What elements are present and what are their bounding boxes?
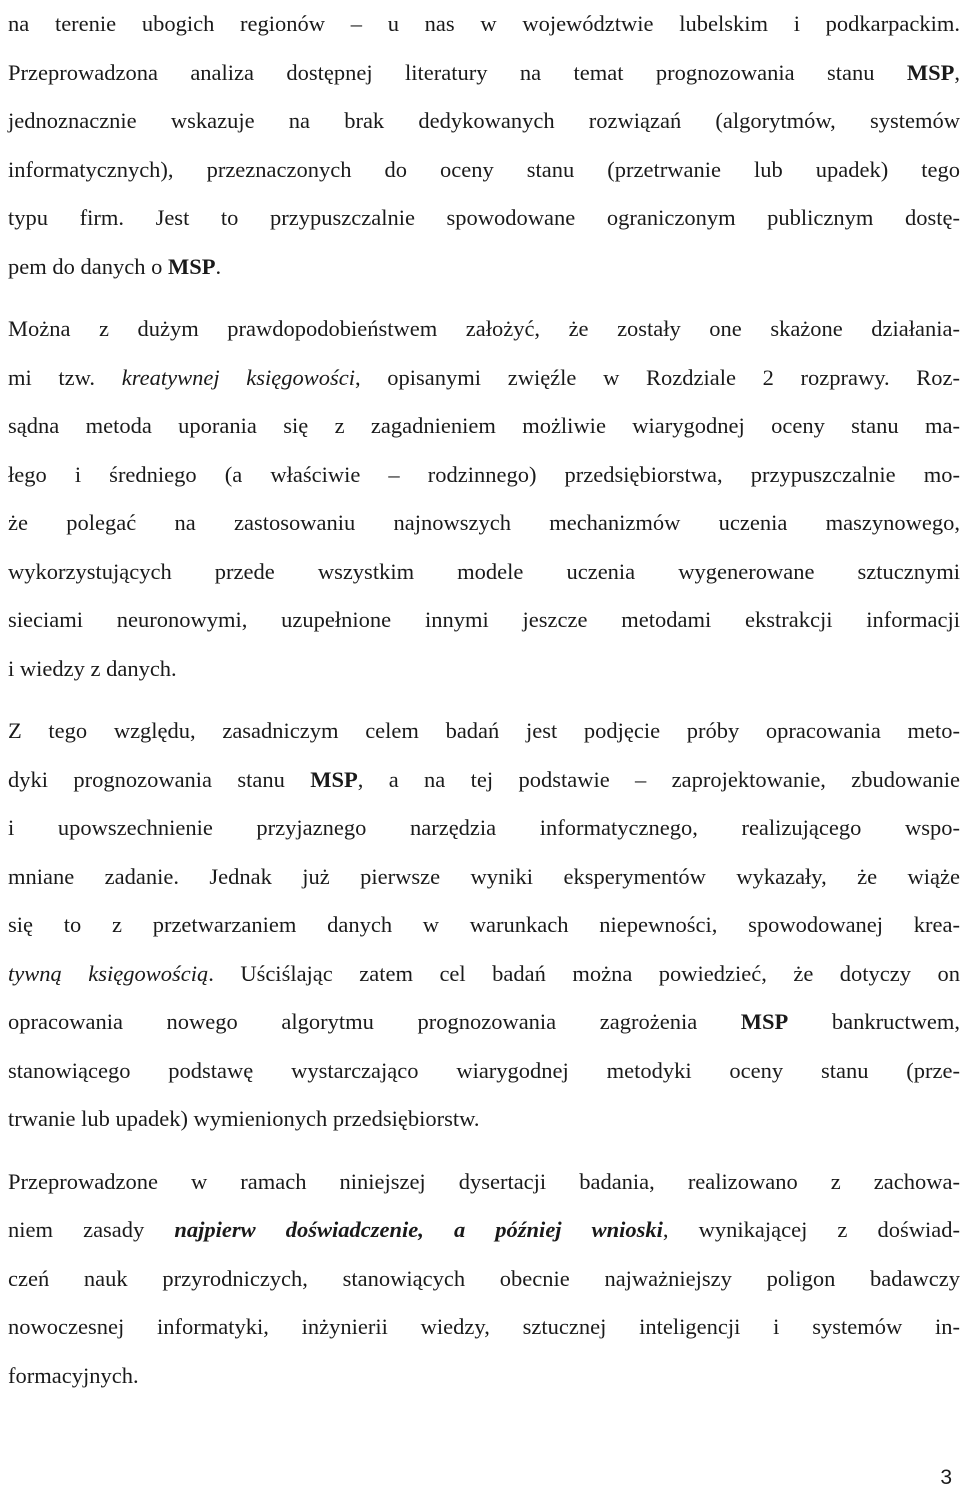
text-run: Przeprowadzone w ramach niniejszej dysertacji badania, realizowano z zachowa- — [8, 1168, 960, 1194]
text-run: , wynikającej z doświad- — [662, 1217, 960, 1242]
text-run: nowoczesnej informatyki, inżynierii wiedzy, sztucznej inteligencji i systemów in- — [8, 1314, 960, 1339]
text-line — [8, 853, 960, 902]
bold-text: MSP — [310, 766, 358, 792]
text-run: sieciami neuronowymi, uzupełnione innymi jeszcze metodami ekstrakcji informacji — [8, 607, 960, 632]
text-run: , — [954, 59, 960, 85]
text-run: i upowszechnienie przyjaznego narzędzia informatycznego, realizującego wspo- — [8, 815, 960, 840]
text-line — [8, 354, 960, 403]
text-run: niem zasady — [8, 1217, 175, 1242]
text-line — [8, 451, 960, 500]
text-run: opracowania nowego algorytmu prognozowania zagrożenia — [8, 1009, 741, 1034]
page-number: 3 — [940, 1466, 952, 1489]
text-run: bankructwem, — [788, 1009, 960, 1034]
text-line — [8, 756, 960, 805]
text-run: sądna metoda uporania się z zagadnieniem możliwie wiarygodnej oceny stanu ma- — [8, 413, 960, 438]
text-run: dyki prognozowania stanu — [8, 766, 311, 792]
paragraph-gap — [8, 291, 960, 305]
text-line — [8, 305, 960, 354]
text-run: typu firm. Jest to przypuszczalnie spowodowane ograniczonym publicznym dostę- — [8, 205, 960, 230]
text-run: mi tzw. — [8, 364, 122, 390]
text-line — [8, 49, 960, 98]
text-run: łego i średniego (a właściwie – rodzinnego) przedsiębiorstwa, przypuszczalnie mo- — [8, 461, 960, 487]
text-run: wykorzystujących przede wszystkim modele uczenia wygenerowane sztucznymi — [8, 558, 960, 584]
bold-italic-text: najpierw doświadczenie, a później wnioski — [174, 1217, 663, 1242]
text-run: . Uściślając zatem cel badań można powiedzieć, że dotyczy on — [208, 960, 960, 986]
text-run: Z tego względu, zasadniczym celem badań jest podjęcie próby opracowania meto- — [8, 718, 960, 743]
text-run: Można z dużym prawdopodobieństwem założyć, że zostały one skażone działania- — [8, 316, 960, 341]
text-run: jednoznacznie wskazuje na brak dedykowanych rozwiązań (algorytmów, systemów — [8, 108, 960, 133]
text-run: czeń nauk przyrodniczych, stanowiących obecnie najważniejszy poligon badawczy — [8, 1265, 960, 1291]
text-run: . — [215, 253, 222, 279]
body-text — [8, 0, 960, 1400]
text-line — [8, 402, 960, 451]
text-line — [8, 243, 960, 292]
italic-text: kreatywnej księgowości — [121, 364, 356, 390]
text-run: , a na tej podstawie – zaprojektowanie, zbudowanie — [357, 766, 960, 792]
text-line — [8, 804, 960, 853]
text-run: Przeprowadzona analiza dostępnej literatury na temat prognozowania stanu — [8, 59, 907, 85]
text-line — [8, 1255, 960, 1304]
text-line — [8, 1303, 960, 1352]
text-line — [8, 548, 960, 597]
text-run: formacyjnych. — [8, 1362, 139, 1388]
paragraph — [8, 707, 960, 1144]
text-run: trwanie lub upadek) wymienionych przedsiębiorstw. — [8, 1106, 480, 1131]
paragraph-gap — [8, 693, 960, 707]
italic-text: tywną księgowością — [8, 960, 209, 986]
text-line — [8, 950, 960, 999]
text-line — [8, 1352, 960, 1401]
bold-text: MSP — [167, 253, 216, 279]
text-run: informatycznych), przeznaczonych do oceny stanu (przetrwanie lub upadek) tego — [8, 156, 960, 182]
text-line — [8, 998, 960, 1047]
text-line — [8, 707, 960, 756]
text-line — [8, 1206, 960, 1255]
text-line — [8, 499, 960, 548]
paragraph — [8, 0, 960, 291]
text-run: się to z przetwarzaniem danych w warunkach niepewności, spowodowanej krea- — [8, 912, 960, 937]
paragraph — [8, 1158, 960, 1401]
text-line — [8, 901, 960, 950]
text-line — [8, 645, 960, 694]
text-line — [8, 97, 960, 146]
document-page — [8, 0, 960, 1400]
bold-text: MSP — [740, 1009, 789, 1034]
bold-text: MSP — [906, 59, 955, 85]
text-run: mniane zadanie. Jednak już pierwsze wyniki eksperymentów wykazały, że wiąże — [8, 863, 960, 889]
text-line — [8, 1158, 960, 1207]
text-line — [8, 0, 960, 49]
text-run: stanowiącego podstawę wystarczająco wiarygodnej metodyki oceny stanu (prze- — [8, 1057, 960, 1083]
paragraph-gap — [8, 1144, 960, 1158]
text-run: , opisanymi zwięźle w Rozdziale 2 rozprawy. Roz- — [355, 364, 960, 390]
text-run: że polegać na zastosowaniu najnowszych mechanizmów uczenia maszynowego, — [8, 510, 960, 535]
text-run: i wiedzy z danych. — [8, 655, 177, 681]
paragraph — [8, 305, 960, 693]
text-line — [8, 1047, 960, 1096]
text-line — [8, 596, 960, 645]
text-run: pem do danych o — [8, 253, 168, 279]
text-run: na terenie ubogich regionów – u nas w województwie lubelskim i podkarpackim. — [8, 11, 960, 36]
text-line — [8, 1095, 960, 1144]
text-line — [8, 194, 960, 243]
text-line — [8, 146, 960, 195]
